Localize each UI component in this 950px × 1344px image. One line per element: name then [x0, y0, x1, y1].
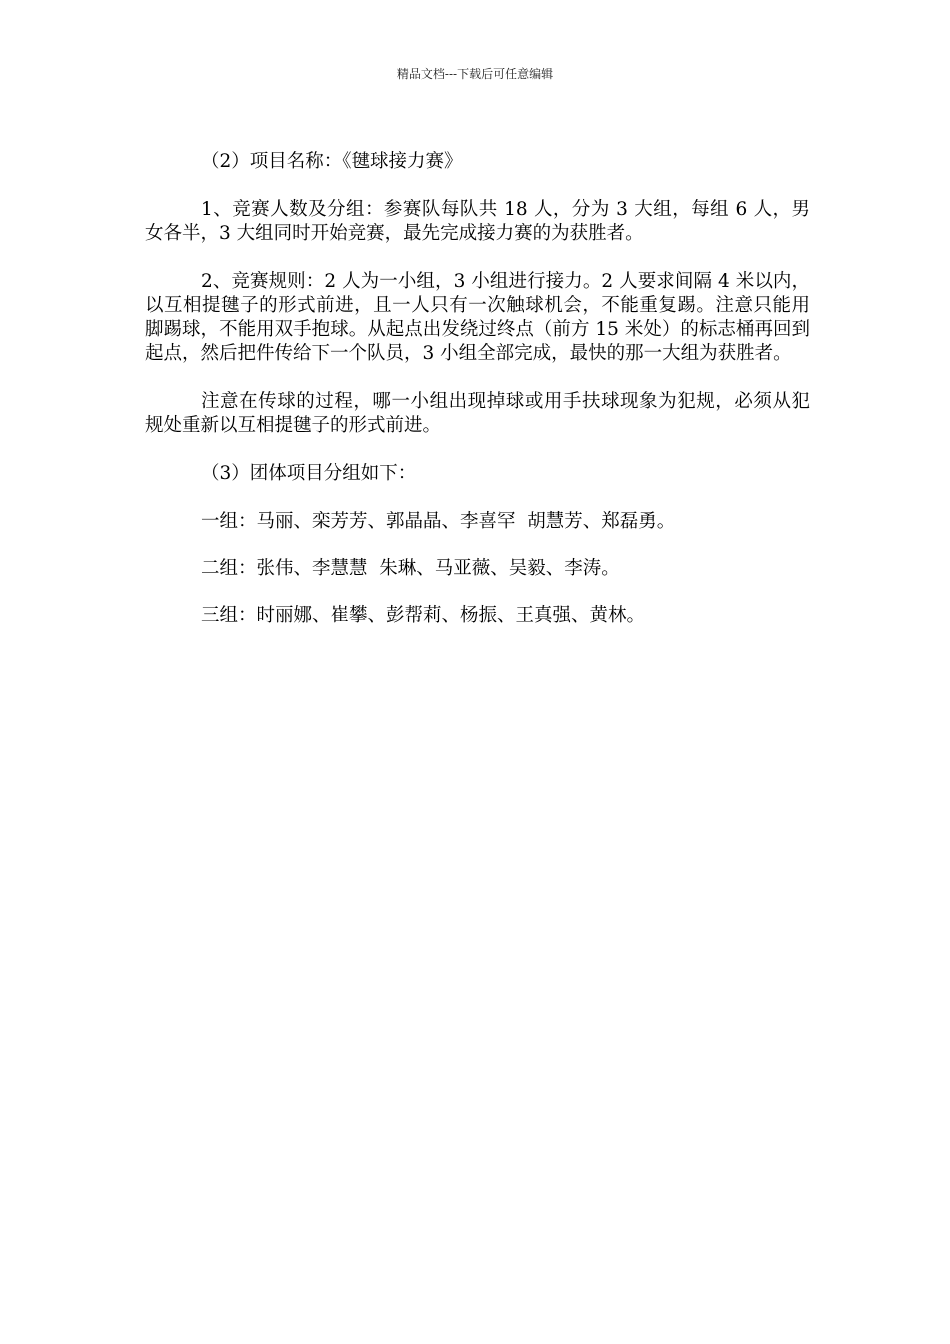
- group-list-item-1: 一组：马丽、栾芳芳、郭晶晶、李喜罕 胡慧芳、郑磊勇。: [201, 511, 676, 532]
- group-list-item-2: 二组：张伟、李慧慧 朱琳、马亚薇、吴毅、李涛。: [201, 558, 620, 579]
- section2-title: （2）项目名称：《毽球接力赛》: [201, 151, 463, 172]
- document-body: [145, 150, 810, 651]
- page-header: 精品文档---下载后可任意编辑: [396, 67, 554, 81]
- section3-title: （3）团体项目分组如下：: [201, 463, 417, 484]
- section2-paragraph-participants: 1、竞赛人数及分组：参赛队每队共 18 人，分为 3 大组，每组 6 人，男女各半，3 大组同时开始竞赛，最先完成接力赛的为获胜者。: [145, 199, 810, 244]
- section2-paragraph-rules: 2、竞赛规则：2 人为一小组，3 小组进行接力。2 人要求间隔 4 米以内，以互相提毽子的形式前进，且一人只有一次触球机会，不能重复踢。注意只能用脚踢球，不能用双手抱球。从起点出发绕过终点（前方 15 米处）的标志桶再回到起点，然后把件传给下一个队员，3 小组全部完成，最快的那一大组为获胜者。: [145, 271, 810, 364]
- section2-paragraph-fouls: 注意在传球的过程，哪一小组出现掉球或用手扶球现象为犯规，必须从犯规处重新以互相提毽子的形式前进。: [145, 391, 810, 436]
- group-list-item-3: 三组：时丽娜、崔攀、彭帮莉、杨振、王真强、黄林。: [201, 605, 646, 626]
